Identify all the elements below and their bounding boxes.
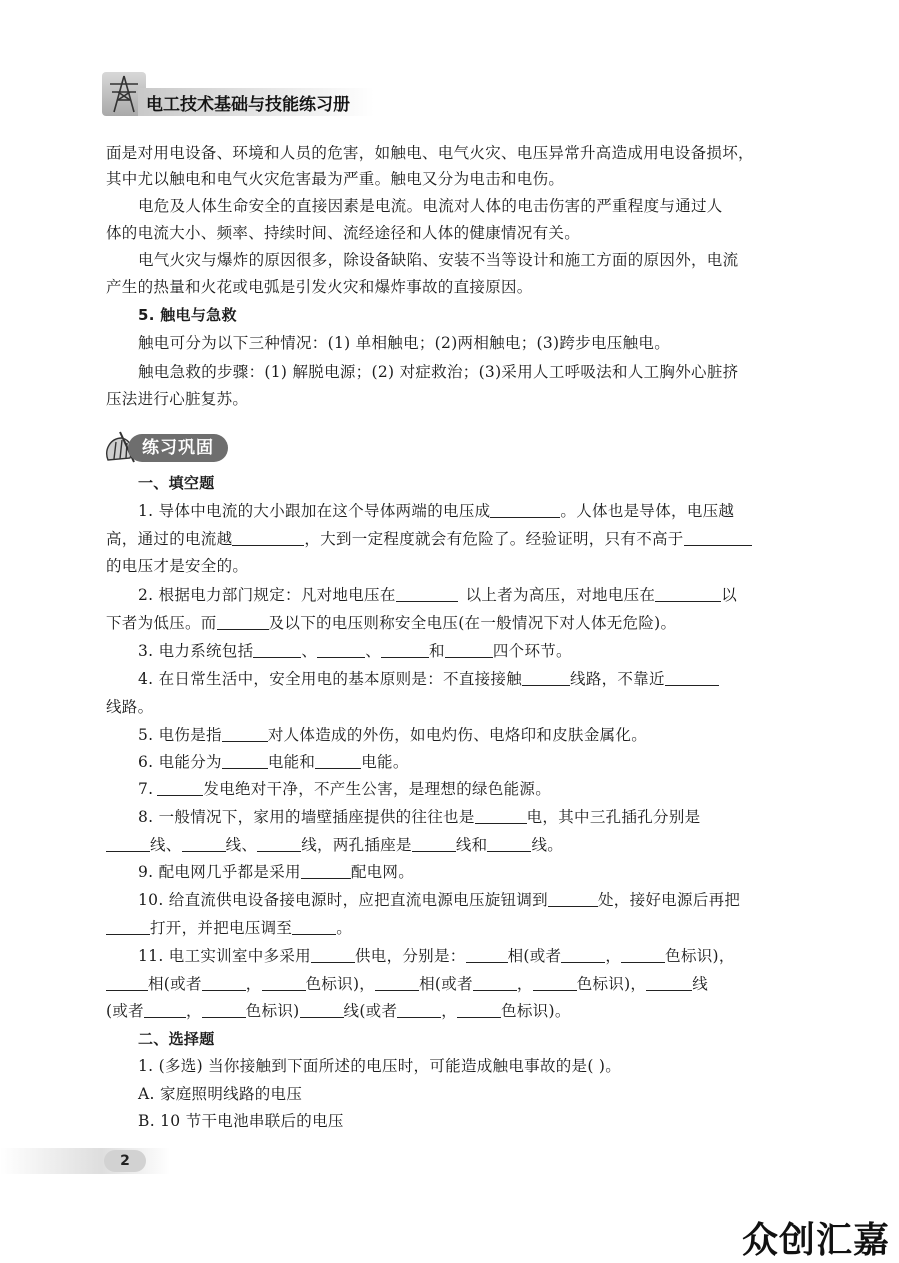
- body-text: 电气火灾与爆炸的原因很多，除设备缺陷、安装不当等设计和施工方面的原因外，电流: [138, 251, 739, 269]
- answer-blank[interactable]: [684, 530, 752, 546]
- body-text: 面是对用电设备、环境和人员的危害，如触电、电气火灾、电压异常升高造成用电设备损坏，: [106, 144, 754, 162]
- question-line: 下者为低压。而 及以下的电压则称安全电压(在一般情况下对人体无危险)。: [106, 614, 677, 632]
- answer-blank[interactable]: [262, 975, 306, 991]
- answer-blank[interactable]: [144, 1002, 186, 1018]
- question-line: 的电压才是安全的。: [106, 557, 249, 575]
- body-text: 电危及人体生命安全的直接因素是电流。电流对人体的电击伤害的严重程度与通过人: [138, 197, 723, 215]
- answer-blank[interactable]: [396, 586, 458, 602]
- question-line: 8. 一般情况下，家用的墙壁插座提供的往往也是 电，其中三孔插孔分别是: [138, 808, 701, 826]
- answer-blank[interactable]: [222, 753, 268, 769]
- answer-blank[interactable]: [473, 975, 517, 991]
- answer-blank[interactable]: [311, 947, 355, 963]
- answer-blank[interactable]: [106, 836, 150, 852]
- section-heading: 一、填空题: [138, 474, 215, 492]
- section-heading: 5. 触电与急救: [138, 306, 237, 324]
- body-text: 触电急救的步骤：(1) 解脱电源；(2) 对症救治；(3)采用人工呼吸法和人工胸外心脏挤: [138, 363, 739, 381]
- body-text: 其中尤以触电和电气火灾危害最为严重。触电又分为电击和电伤。: [106, 170, 565, 188]
- answer-blank[interactable]: [292, 919, 336, 935]
- answer-blank[interactable]: [561, 947, 605, 963]
- question-line: 11. 电工实训室中多采用 供电，分别是： 相(或者 ， 色标识)，: [138, 947, 735, 965]
- answer-blank[interactable]: [490, 502, 560, 518]
- option-b: B. 10 节干电池串联后的电压: [138, 1112, 344, 1130]
- answer-blank[interactable]: [222, 726, 268, 742]
- body-text: 产生的热量和火花或电弧是引发火灾和爆炸事故的直接原因。: [106, 278, 533, 296]
- answer-blank[interactable]: [412, 836, 456, 852]
- answer-blank[interactable]: [202, 975, 246, 991]
- answer-blank[interactable]: [106, 919, 150, 935]
- option-a: A. 家庭照明线路的电压: [138, 1085, 303, 1103]
- answer-blank[interactable]: [182, 836, 226, 852]
- answer-blank[interactable]: [300, 1002, 344, 1018]
- exercise-banner: [100, 428, 240, 468]
- answer-blank[interactable]: [202, 1002, 246, 1018]
- body-text: 压法进行心脏复苏。: [106, 390, 249, 408]
- answer-blank[interactable]: [375, 975, 419, 991]
- exercise-title: 练习巩固: [128, 434, 228, 462]
- answer-blank[interactable]: [665, 670, 719, 686]
- answer-blank[interactable]: [106, 975, 148, 991]
- answer-blank[interactable]: [548, 891, 598, 907]
- question-line: 1. (多选) 当你接触到下面所述的电压时，可能造成触电事故的是( )。: [138, 1057, 622, 1075]
- question-line: 6. 电能分为 电能和 电能。: [138, 753, 409, 771]
- answer-blank[interactable]: [487, 836, 531, 852]
- answer-blank[interactable]: [397, 1002, 441, 1018]
- answer-blank[interactable]: [381, 642, 429, 658]
- question-line: 线、 线、 线，两孔插座是 线和 线。: [106, 834, 563, 856]
- question-line: (或者 ， 色标识) 线(或者 ， 色标识)。: [106, 1002, 571, 1020]
- question-line: 打开，并把电压调至 。: [106, 917, 352, 939]
- question-line: 2. 根据电力部门规定：凡对地电压在 以上者为高压，对地电压在 以: [138, 586, 738, 604]
- answer-blank[interactable]: [253, 642, 301, 658]
- answer-blank[interactable]: [655, 586, 721, 602]
- answer-blank[interactable]: [217, 614, 269, 630]
- answer-blank[interactable]: [315, 753, 361, 769]
- watermark: 众创汇嘉: [742, 1220, 891, 1261]
- body-text: 体的电流大小、频率、持续时间、流经途径和人体的健康情况有关。: [106, 224, 581, 242]
- section-heading: 二、选择题: [138, 1030, 215, 1048]
- body-text: 触电可分为以下三种情况：(1) 单相触电；(2)两相触电；(3)跨步电压触电。: [138, 334, 670, 352]
- answer-blank[interactable]: [475, 808, 527, 824]
- question-line: 9. 配电网几乎都是采用 配电网。: [138, 863, 415, 881]
- answer-blank[interactable]: [317, 642, 365, 658]
- answer-blank[interactable]: [646, 975, 692, 991]
- question-line: 相(或者 ， 色标识)， 相(或者 ， 色标识)， 线: [106, 973, 708, 995]
- book-title: 电工技术基础与技能练习册: [146, 95, 350, 115]
- page-number: 2: [120, 1153, 130, 1169]
- answer-blank[interactable]: [457, 1002, 501, 1018]
- answer-blank[interactable]: [257, 836, 301, 852]
- answer-blank[interactable]: [445, 642, 493, 658]
- question-line: 高，通过的电流越 ，大到一定程度就会有危险了。经验证明，只有不高于: [106, 528, 752, 550]
- question-line: 5. 电伤是指 对人体造成的外伤，如电灼伤、电烙印和皮肤金属化。: [138, 726, 648, 744]
- answer-blank[interactable]: [522, 670, 570, 686]
- answer-blank[interactable]: [621, 947, 665, 963]
- answer-blank[interactable]: [157, 780, 203, 796]
- answer-blank[interactable]: [301, 863, 351, 879]
- question-line: 线路。: [106, 698, 154, 716]
- question-line: 10. 给直流供电设备接电源时，应把直流电源电压旋钮调到 处，接好电源后再把: [138, 891, 741, 909]
- question-line: 7. 发电绝对干净，不产生公害，是理想的绿色能源。: [138, 780, 551, 798]
- answer-blank[interactable]: [466, 947, 508, 963]
- answer-blank[interactable]: [533, 975, 577, 991]
- question-line: 3. 电力系统包括 、 、 和 四个环节。: [138, 642, 572, 660]
- question-line: 4. 在日常生活中，安全用电的基本原则是：不直接接触 线路，不靠近: [138, 668, 719, 690]
- running-header: [98, 68, 383, 120]
- question-line: 1. 导体中电流的大小跟加在这个导体两端的电压成 。人体也是导体，电压越: [138, 502, 735, 520]
- answer-blank[interactable]: [232, 530, 304, 546]
